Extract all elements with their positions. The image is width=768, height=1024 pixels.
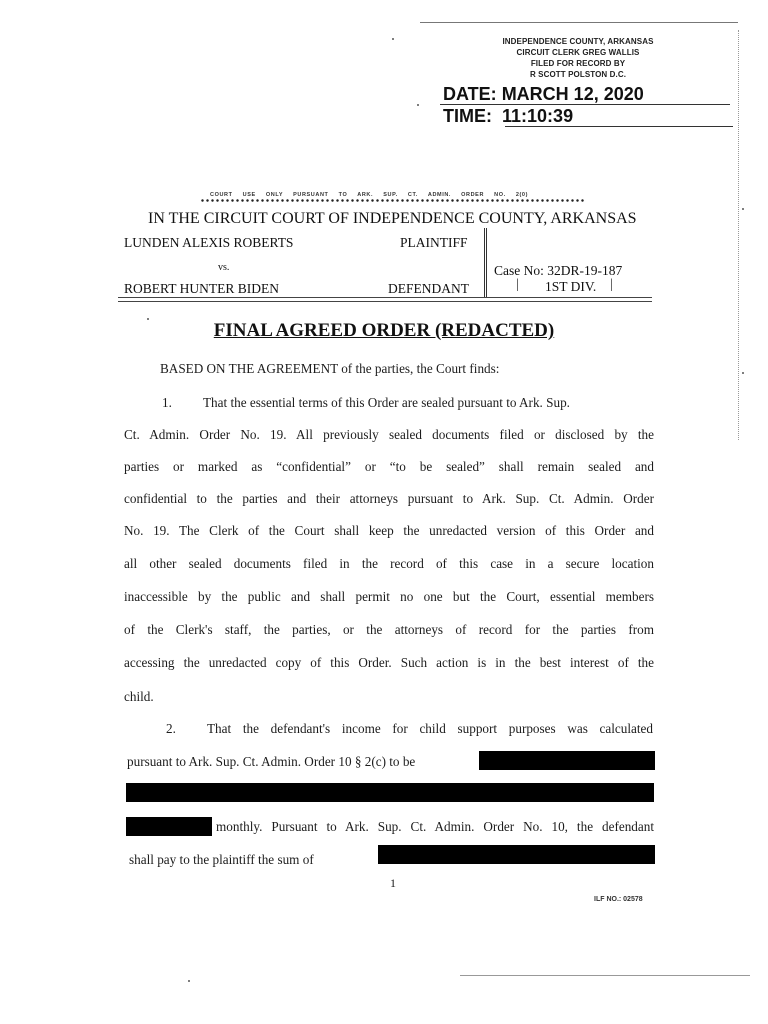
stamp-rule [440, 104, 730, 105]
para1-line: all other sealed documents filed in the record of this case in a secure location [124, 556, 654, 571]
para1-line: accessing the unredacted copy of this Order. Such action is in the best interest of the [124, 655, 654, 670]
para1-line: No. 19. The Clerk of the Court shall keep the unredacted version of this Order and [124, 523, 654, 538]
scan-speck [742, 372, 744, 374]
dotted-divider [200, 199, 585, 202]
stamp-clerk: CIRCUIT CLERK GREG WALLIS [516, 48, 640, 57]
scan-speck [147, 318, 149, 320]
para1-line: parties or marked as “confidential” or “to be sealed” shall remain sealed and [124, 459, 654, 474]
scan-speck [188, 980, 190, 982]
stamp-border-right [738, 30, 739, 440]
para1-line: confidential to the parties and their attorneys pursuant to Ark. Sup. Ct. Admin. Order [124, 491, 654, 506]
scan-speck [417, 104, 419, 106]
para2-line: monthly. Pursuant to Ark. Sup. Ct. Admin. Order No. 10, the defendant [216, 819, 654, 834]
para1-line: Ct. Admin. Order No. 19. All previously sealed documents filed or disclosed by the [124, 427, 654, 442]
division: 1ST DIV. [545, 279, 597, 294]
para1-line: child. [124, 689, 154, 704]
stamp-date-value: MARCH 12, 2020 [501, 84, 644, 104]
para1-number: 1. [162, 395, 172, 410]
stamp-time-value: 11:10:39 [502, 106, 574, 126]
versus: vs. [218, 262, 230, 273]
court-use-note: COURT USE ONLY PURSUANT TO ARK. SUP. CT. ADMIN. ORDER NO. 2(0) [210, 192, 529, 198]
caption-rule [118, 297, 652, 298]
scan-speck [392, 38, 394, 40]
redaction-bar [378, 845, 655, 864]
redaction-bar [479, 751, 655, 770]
stamp-border [420, 22, 738, 23]
defendant-role: DEFENDANT [388, 281, 469, 296]
ilf-number: ILF NO.: 02578 [594, 896, 643, 903]
plaintiff-role: PLAINTIFF [400, 235, 468, 250]
order-title: FINAL AGREED ORDER (REDACTED) [213, 320, 555, 341]
stamp-by: R SCOTT POLSTON D.C. [529, 70, 627, 79]
para1-line: inaccessible by the public and shall permit no one but the Court, essential members [124, 589, 654, 604]
court-title: IN THE CIRCUIT COURT OF INDEPENDENCE COUNTY, ARKANSAS [148, 210, 637, 227]
defendant-name: ROBERT HUNTER BIDEN [124, 281, 279, 296]
stamp-time [443, 106, 573, 127]
para2-line: pursuant to Ark. Sup. Ct. Admin. Order 10 § 2(c) to be [127, 754, 416, 769]
para1-line: That the essential terms of this Order are sealed pursuant to Ark. Sup. [203, 395, 570, 410]
stamp-time-label: TIME: [443, 106, 492, 126]
stamp-county: INDEPENDENCE COUNTY, ARKANSAS [502, 37, 654, 46]
caption-divider [484, 228, 487, 298]
redaction-bar [126, 783, 654, 802]
division-bar: | [516, 276, 519, 291]
stamp-rule [505, 126, 733, 127]
scan-artifact-line [460, 975, 750, 976]
caption-rule [118, 301, 652, 302]
para2-number: 2. [166, 721, 176, 736]
stamp-date [443, 84, 644, 105]
stamp-filed: FILED FOR RECORD BY [530, 59, 626, 68]
para1-line: of the Clerk's staff, the parties, or the attorneys of record for the parties from [124, 622, 654, 637]
para2-line: That the defendant's income for child support purposes was calculated [207, 721, 653, 736]
case-number: Case No: 32DR-19-187 [494, 263, 623, 278]
scan-speck [742, 208, 744, 210]
division-bar: | [610, 276, 613, 291]
para2-line: shall pay to the plaintiff the sum of [129, 852, 314, 867]
plaintiff-name: LUNDEN ALEXIS ROBERTS [124, 235, 294, 250]
redaction-bar [126, 817, 212, 836]
stamp-date-label: DATE: [443, 84, 497, 104]
intro-text: BASED ON THE AGREEMENT of the parties, the Court finds: [160, 361, 500, 376]
page-number: 1 [390, 876, 396, 890]
